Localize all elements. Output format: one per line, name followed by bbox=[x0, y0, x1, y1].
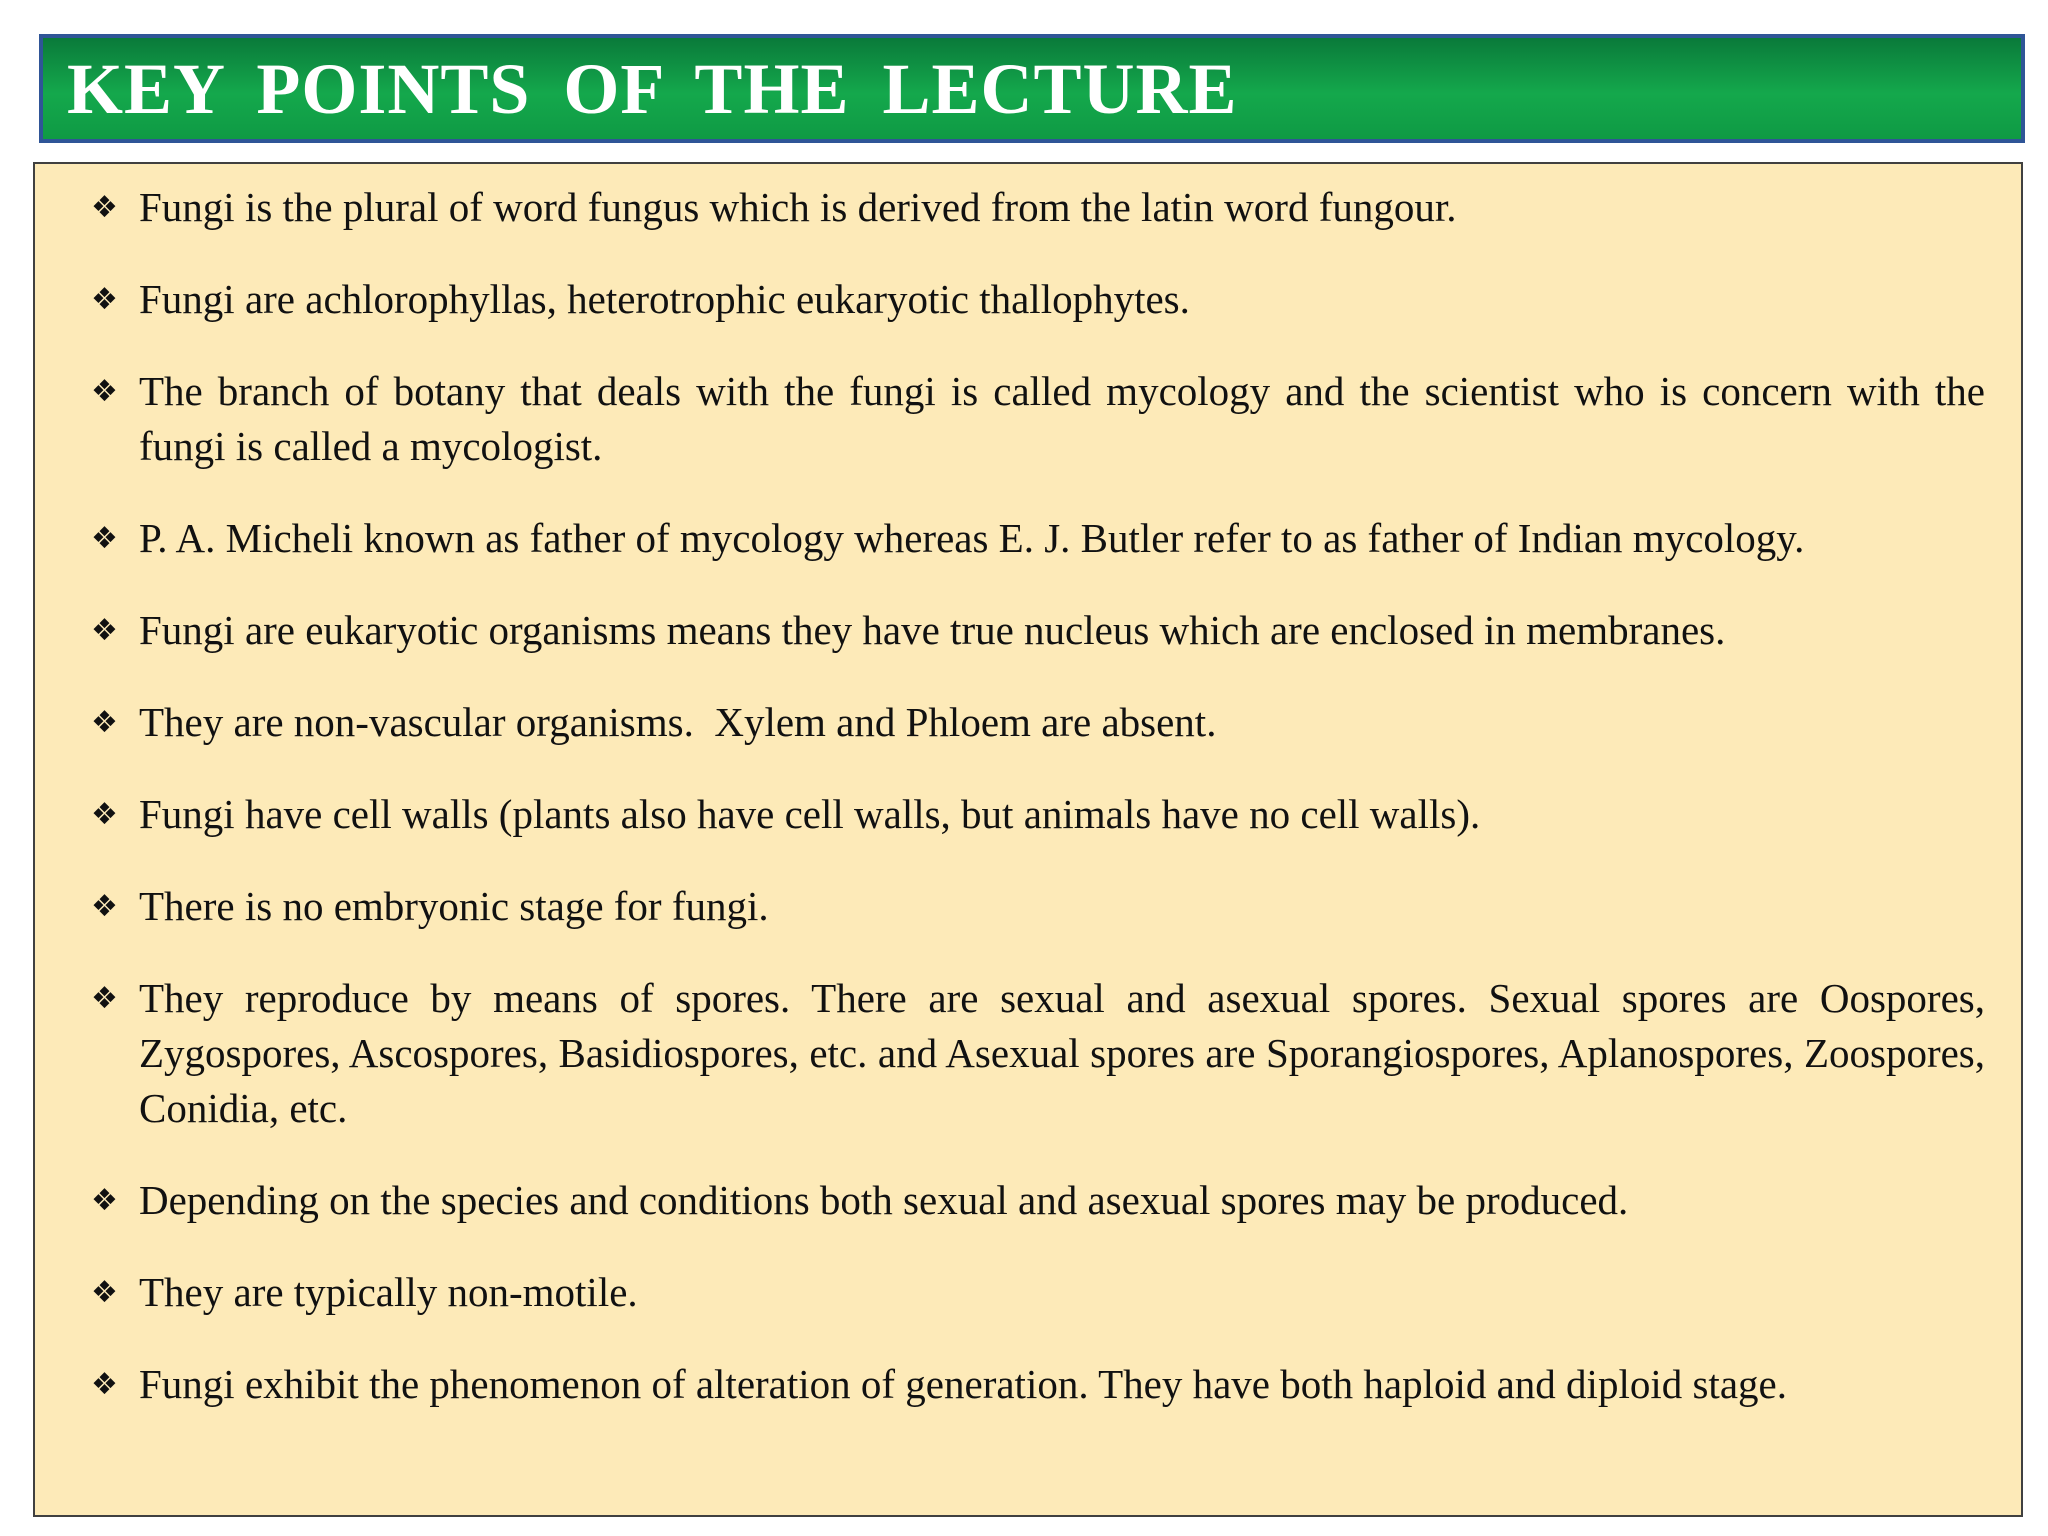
key-point-text: The branch of botany that deals with the fungi is called mycology and the scientist who is concern with the fungi is called a mycologist. bbox=[139, 368, 1985, 469]
key-point-text: Fungi have cell walls (plants also have cell walls, but animals have no cell walls). bbox=[139, 791, 1481, 837]
key-point bbox=[91, 272, 1985, 327]
diamond-bullet-icon: ❖ bbox=[91, 1183, 118, 1218]
diamond-bullet-icon: ❖ bbox=[91, 613, 118, 648]
diamond-bullet-icon: ❖ bbox=[91, 521, 118, 556]
key-point bbox=[91, 603, 1985, 658]
diamond-bullet-icon: ❖ bbox=[91, 190, 118, 225]
key-point bbox=[91, 511, 1985, 566]
diamond-bullet-icon: ❖ bbox=[91, 282, 118, 317]
diamond-bullet-icon: ❖ bbox=[91, 1275, 118, 1310]
key-point bbox=[91, 1265, 1985, 1320]
key-point-text: They are non-vascular organisms. Xylem and Phloem are absent. bbox=[139, 699, 1217, 745]
title-bar bbox=[39, 34, 2025, 143]
key-point-text: Fungi exhibit the phenomenon of alteration of generation. They have both haploid and diploid stage. bbox=[139, 1361, 1787, 1407]
key-point bbox=[91, 787, 1985, 842]
key-point-text: They reproduce by means of spores. There are sexual and asexual spores. Sexual spores are Oospores, Zygospores, Ascospores, Basidiospores, etc. and Asexual spores are Sporangiospores, Aplanospores, Zoospores, Conidia, etc. bbox=[139, 975, 1985, 1131]
key-point-text: Fungi are eukaryotic organisms means they have true nucleus which are enclosed in membranes. bbox=[139, 607, 1726, 653]
key-point-text: Fungi are achlorophyllas, heterotrophic eukaryotic thallophytes. bbox=[139, 276, 1190, 322]
diamond-bullet-icon: ❖ bbox=[91, 705, 118, 740]
diamond-bullet-icon: ❖ bbox=[91, 889, 118, 924]
key-points-box bbox=[33, 162, 2023, 1517]
key-point-text: Depending on the species and conditions both sexual and asexual spores may be produced. bbox=[139, 1177, 1629, 1223]
diamond-bullet-icon: ❖ bbox=[91, 797, 118, 832]
key-point-text: They are typically non-motile. bbox=[139, 1269, 638, 1315]
key-point bbox=[91, 180, 1985, 235]
key-point bbox=[91, 971, 1985, 1136]
key-point-text: P. A. Micheli known as father of mycology whereas E. J. Butler refer to as father of Indian mycology. bbox=[139, 515, 1805, 561]
diamond-bullet-icon: ❖ bbox=[91, 1367, 118, 1402]
key-point bbox=[91, 364, 1985, 474]
key-point bbox=[91, 695, 1985, 750]
key-point-text: Fungi is the plural of word fungus which is derived from the latin word fungour. bbox=[139, 184, 1457, 230]
key-point bbox=[91, 1173, 1985, 1228]
diamond-bullet-icon: ❖ bbox=[91, 374, 118, 409]
diamond-bullet-icon: ❖ bbox=[91, 981, 118, 1016]
key-point-text: There is no embryonic stage for fungi. bbox=[139, 883, 769, 929]
slide-title: KEY POINTS OF THE LECTURE bbox=[67, 48, 1238, 129]
key-point bbox=[91, 1357, 1985, 1412]
key-point bbox=[91, 879, 1985, 934]
